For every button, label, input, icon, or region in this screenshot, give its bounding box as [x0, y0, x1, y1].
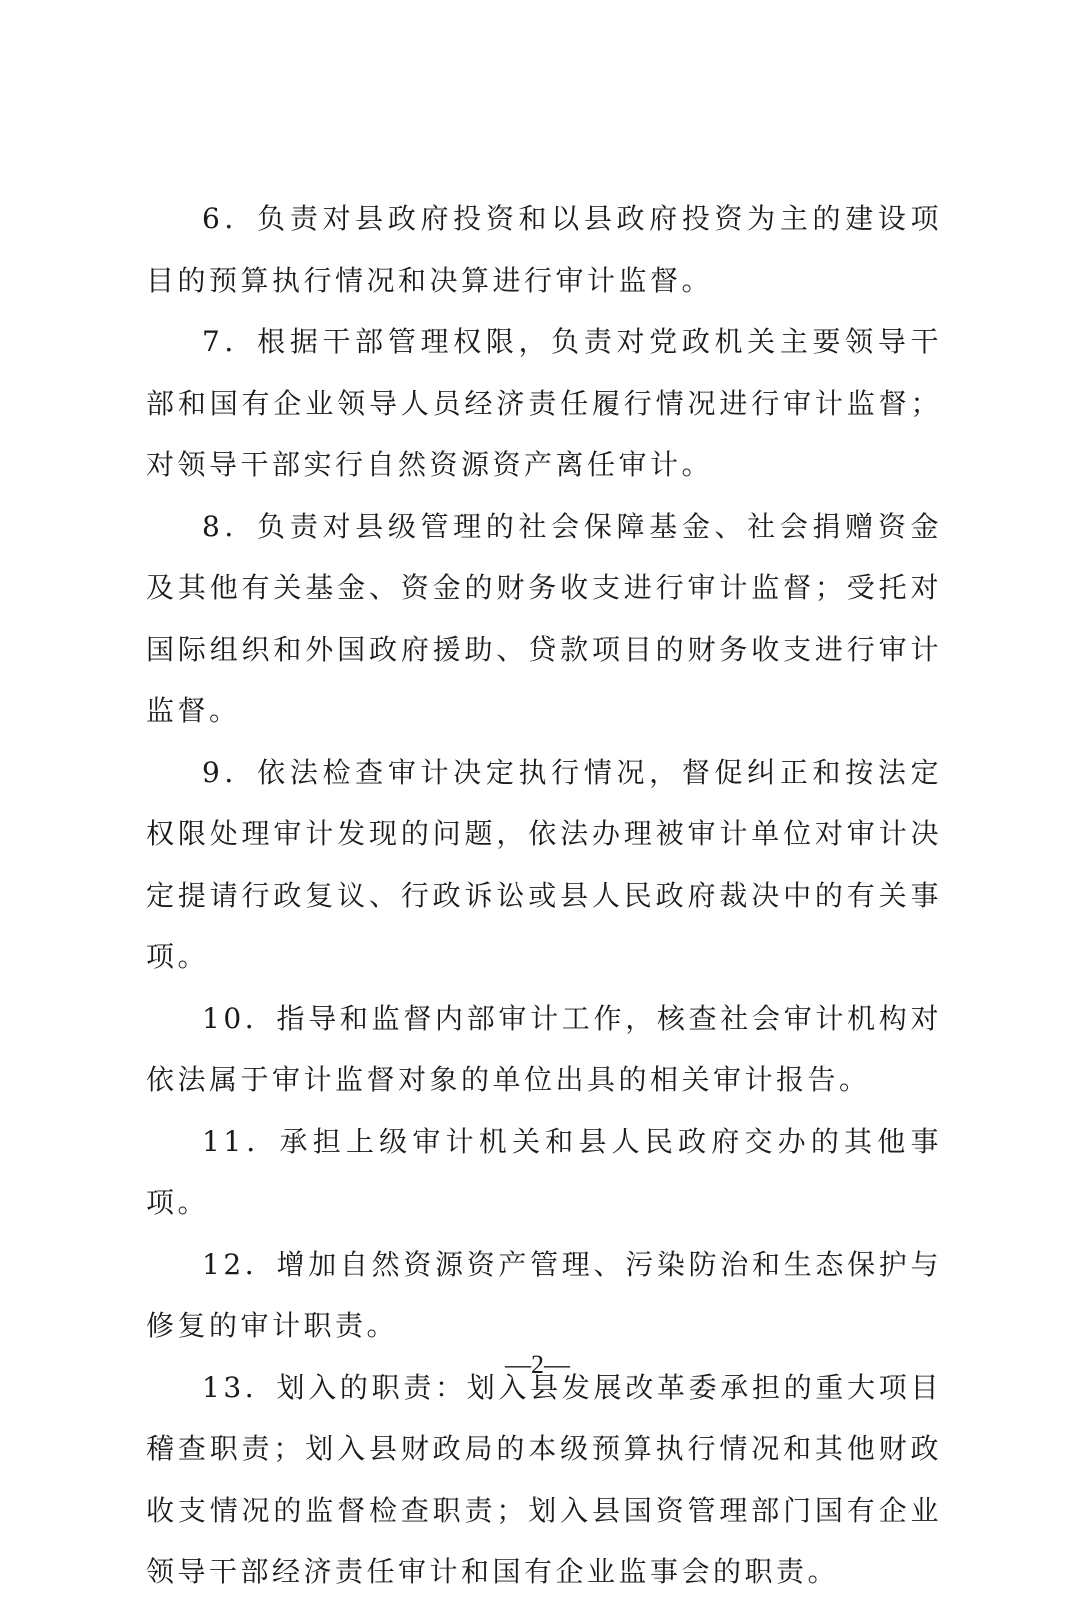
document-body: [146, 188, 942, 1603]
paragraph-item-13: 13．划入的职责：划入县发展改革委承担的重大项目稽查职责；划入县财政局的本级预算执行情况和其他财政收支情况的监督检查职责；划入县国资管理部门国有企业领导干部经济责任审计和国有企业监事会的职责。: [146, 1370, 942, 1588]
paragraph-item-8: 8．负责对县级管理的社会保障基金、社会捐赠资金及其他有关基金、资金的财务收支进行审计监督；受托对国际组织和外国政府援助、贷款项目的财务收支进行审计监督。: [146, 509, 942, 727]
paragraph-item-6: 6．负责对县政府投资和以县政府投资为主的建设项目的预算执行情况和决算进行审计监督。: [146, 202, 942, 297]
paragraph-item-7: 7．根据干部管理权限，负责对党政机关主要领导干部和国有企业领导人员经济责任履行情况进行审计监督；对领导干部实行自然资源资产离任审计。: [146, 325, 942, 481]
page-number: —2—: [505, 1350, 570, 1379]
paragraph-item-11: 11．承担上级审计机关和县人民政府交办的其他事项。: [146, 1124, 942, 1219]
paragraph-item-10: 10．指导和监督内部审计工作，核查社会审计机构对依法属于审计监督对象的单位出具的相关审计报告。: [146, 1001, 942, 1096]
paragraph-item-9: 9．依法检查审计决定执行情况，督促纠正和按法定权限处理审计发现的问题，依法办理被审计单位对审计决定提请行政复议、行政诉讼或县人民政府裁决中的有关事项。: [146, 755, 942, 973]
paragraph-item-12: 12．增加自然资源资产管理、污染防治和生态保护与修复的审计职责。: [146, 1247, 942, 1342]
